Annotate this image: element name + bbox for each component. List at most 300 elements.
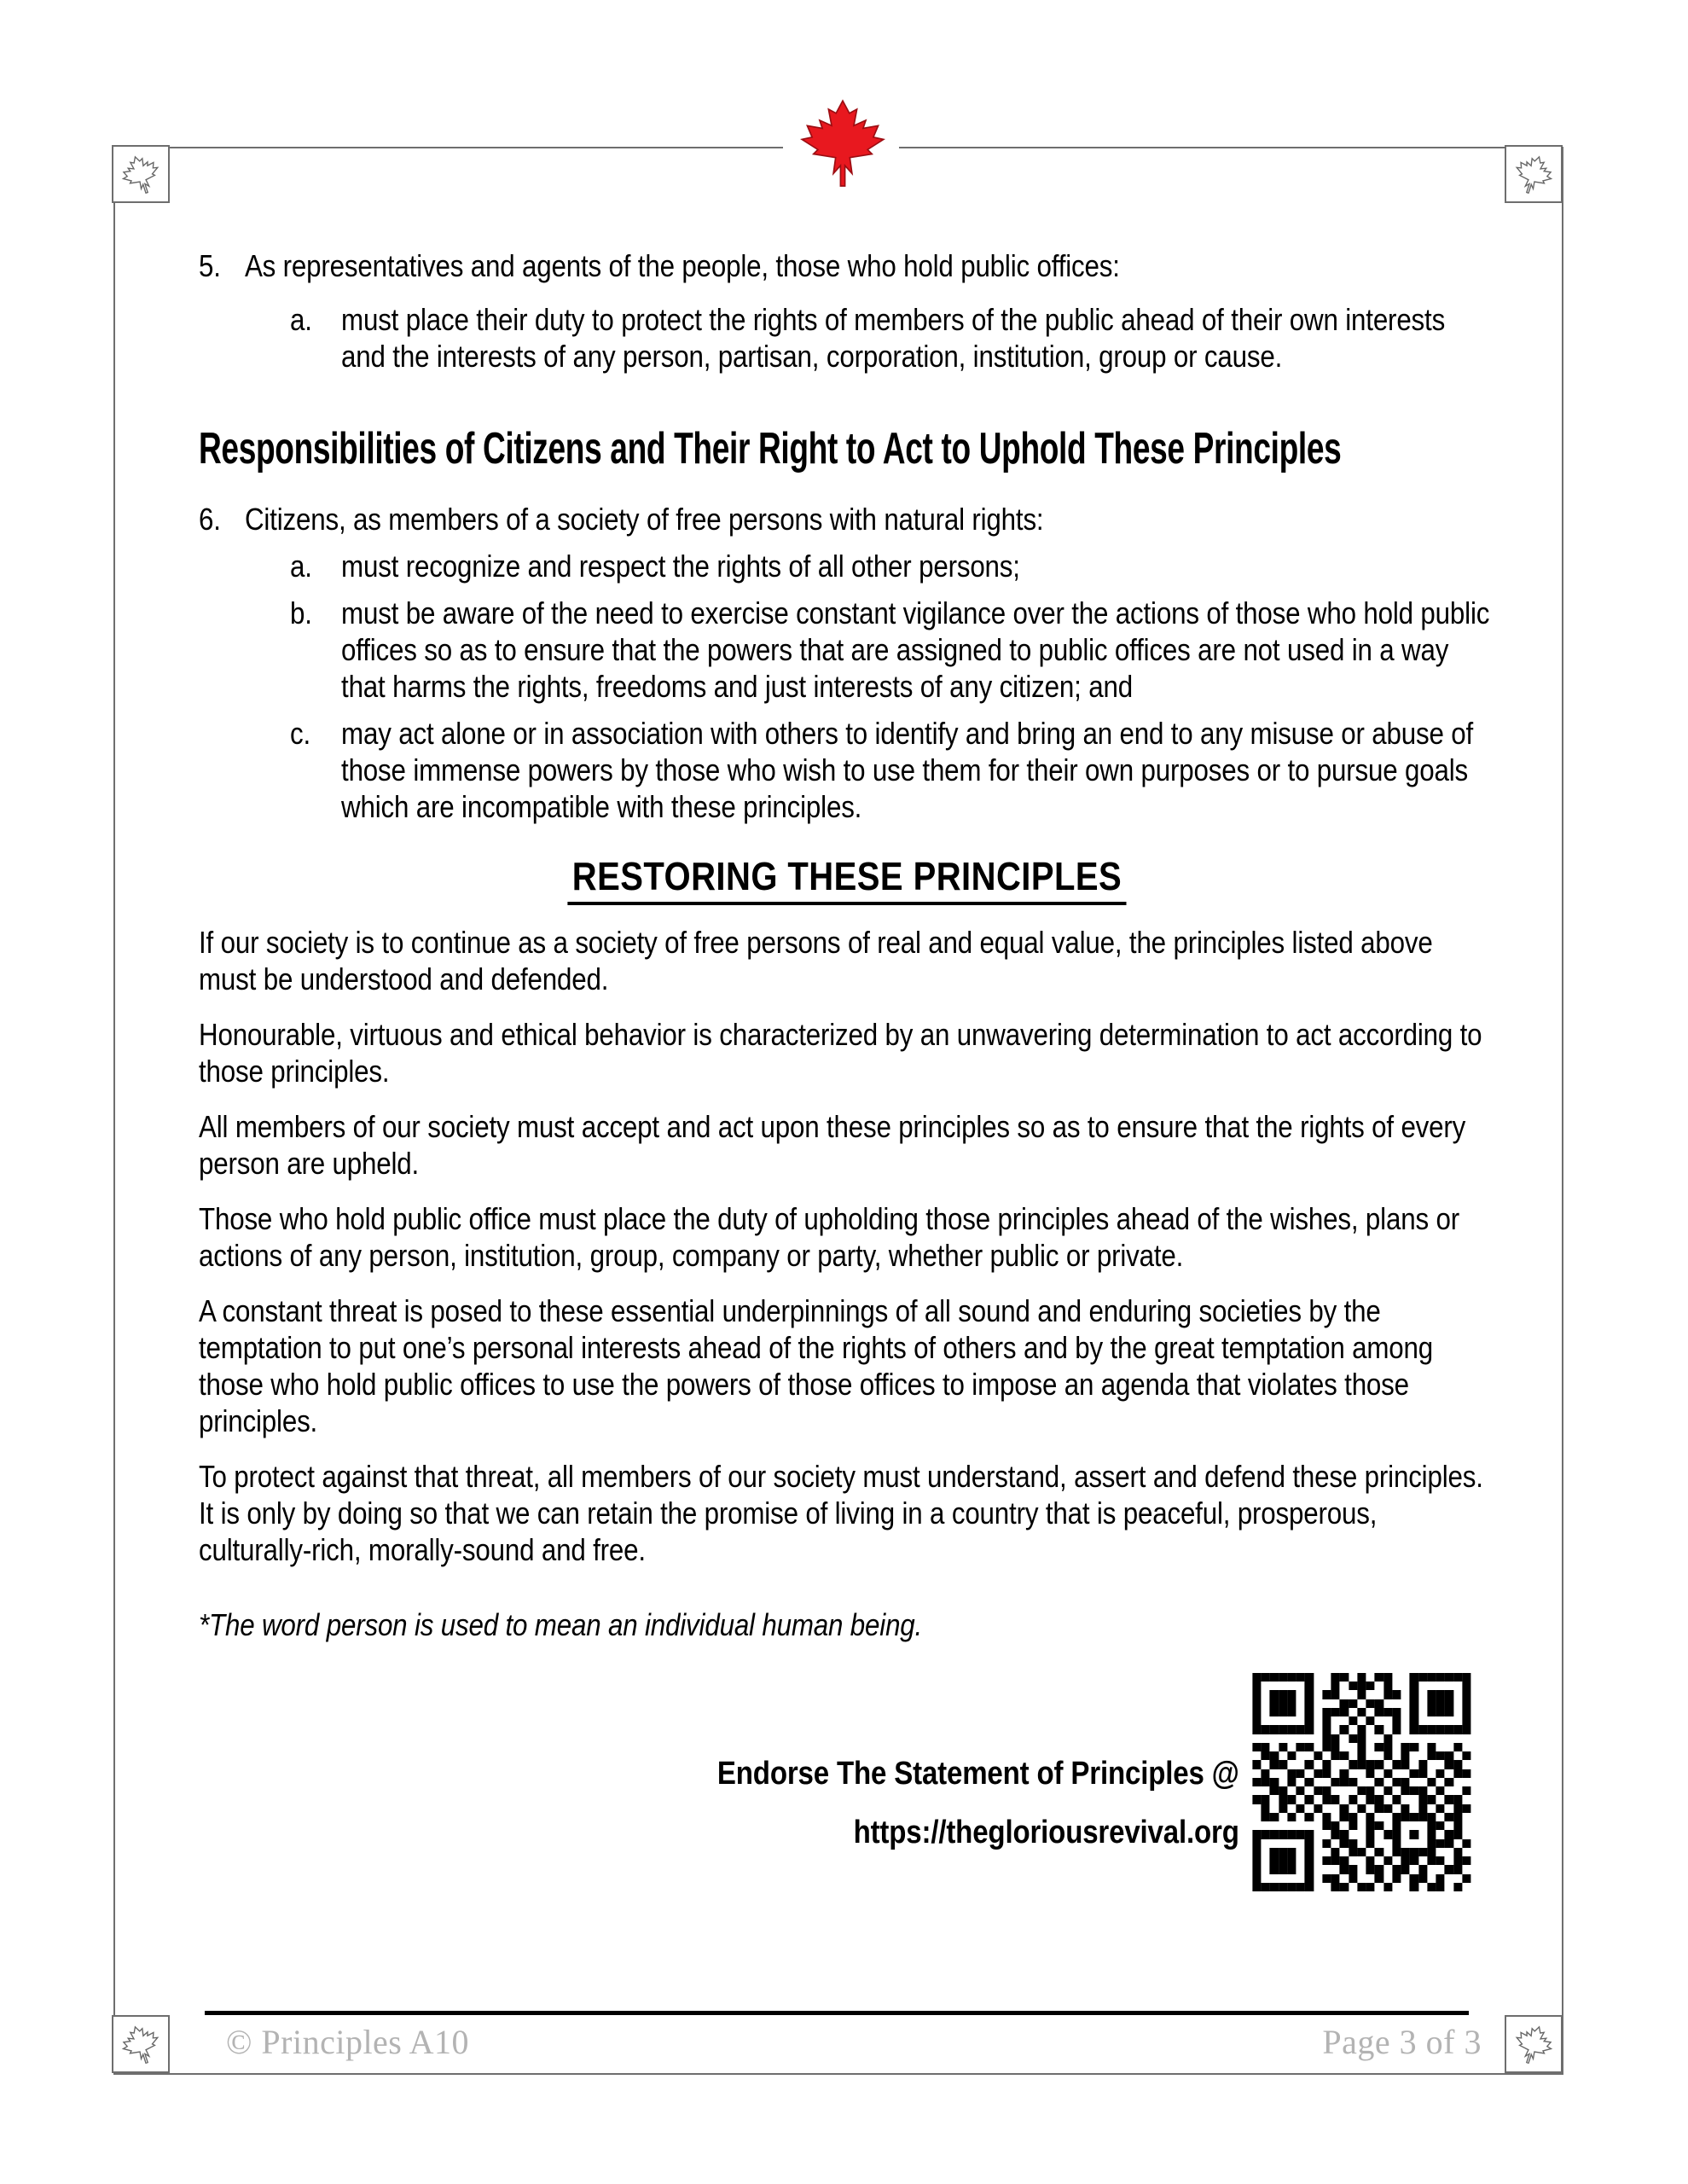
qr-module [1287, 1769, 1296, 1778]
footer-rule [205, 2011, 1469, 2015]
qr-module [1305, 1690, 1314, 1699]
qr-module [1401, 1795, 1409, 1804]
corner-ornament-top-right [1505, 145, 1563, 203]
qr-module [1340, 1883, 1349, 1891]
qr-module [1366, 1716, 1375, 1725]
qr-module [1340, 1830, 1349, 1838]
qr-module [1410, 1760, 1418, 1769]
qr-module [1375, 1830, 1383, 1838]
qr-module [1296, 1874, 1305, 1883]
qr-module [1418, 1830, 1427, 1838]
qr-module [1401, 1682, 1409, 1690]
qr-module [1296, 1708, 1305, 1716]
qr-module [1383, 1725, 1392, 1734]
qr-module [1349, 1690, 1357, 1699]
qr-module [1427, 1699, 1436, 1708]
outline-maple-leaf-icon [1509, 148, 1559, 200]
qr-module [1453, 1883, 1462, 1891]
qr-module [1296, 1839, 1305, 1848]
qr-module [1262, 1856, 1270, 1865]
qr-module [1366, 1673, 1375, 1682]
qr-module [1410, 1716, 1418, 1725]
qr-module [1375, 1743, 1383, 1751]
qr-module [1453, 1725, 1462, 1734]
qr-module [1375, 1734, 1383, 1743]
corner-ornament-top-left [112, 145, 170, 203]
qr-module [1392, 1813, 1401, 1821]
qr-module [1331, 1848, 1340, 1856]
qr-module [1453, 1769, 1462, 1778]
qr-module [1410, 1848, 1418, 1856]
qr-module [1436, 1690, 1444, 1699]
qr-module [1436, 1839, 1444, 1848]
corner-ornament-bottom-right [1505, 2015, 1563, 2073]
qr-module [1383, 1769, 1392, 1778]
qr-module [1383, 1673, 1392, 1682]
qr-module [1401, 1778, 1409, 1786]
qr-module [1349, 1883, 1357, 1891]
qr-module [1349, 1786, 1357, 1795]
qr-module [1375, 1778, 1383, 1786]
qr-module [1445, 1751, 1453, 1760]
qr-module [1340, 1708, 1349, 1716]
qr-module [1375, 1821, 1383, 1830]
qr-module [1305, 1856, 1314, 1865]
qr-module [1279, 1883, 1287, 1891]
qr-module [1375, 1865, 1383, 1873]
qr-module [1305, 1813, 1314, 1821]
qr-module [1445, 1673, 1453, 1682]
list-item-text: Citizens, as members of a society of free persons with natural rights: [244, 502, 1044, 537]
qr-module [1383, 1883, 1392, 1891]
qr-module [1383, 1795, 1392, 1804]
qr-module [1453, 1821, 1462, 1830]
qr-module [1453, 1699, 1462, 1708]
qr-module [1427, 1682, 1436, 1690]
qr-module [1314, 1682, 1322, 1690]
qr-module [1279, 1673, 1287, 1682]
qr-module [1340, 1813, 1349, 1821]
qr-module [1279, 1769, 1287, 1778]
qr-module [1383, 1734, 1392, 1743]
qr-module [1410, 1743, 1418, 1751]
list-item-5-subs [199, 301, 1495, 375]
qr-module [1401, 1865, 1409, 1873]
qr-module [1366, 1874, 1375, 1883]
qr-module [1305, 1699, 1314, 1708]
qr-module [1410, 1725, 1418, 1734]
qr-module [1445, 1734, 1453, 1743]
qr-module [1392, 1830, 1401, 1838]
qr-module [1252, 1673, 1261, 1682]
qr-module [1436, 1725, 1444, 1734]
qr-module [1349, 1751, 1357, 1760]
list-number: 5. [199, 248, 221, 283]
qr-module [1436, 1673, 1444, 1682]
qr-module [1445, 1778, 1453, 1786]
qr-module [1252, 1883, 1261, 1891]
qr-module [1453, 1848, 1462, 1856]
qr-module [1383, 1804, 1392, 1813]
qr-module [1349, 1856, 1357, 1865]
qr-module [1296, 1743, 1305, 1751]
qr-module [1314, 1795, 1322, 1804]
qr-module [1270, 1716, 1279, 1725]
qr-module [1305, 1821, 1314, 1830]
body-paragraphs [199, 924, 1495, 1568]
qr-module [1410, 1883, 1418, 1891]
qr-module [1392, 1708, 1401, 1716]
qr-module [1453, 1760, 1462, 1769]
qr-module [1287, 1786, 1296, 1795]
endorse-text [717, 1755, 1239, 1852]
qr-module [1287, 1856, 1296, 1865]
restoring-heading: RESTORING THESE PRINCIPLES [568, 855, 1127, 905]
qr-module [1366, 1708, 1375, 1716]
qr-module [1305, 1830, 1314, 1838]
qr-module [1436, 1821, 1444, 1830]
qr-module [1322, 1769, 1331, 1778]
qr-module [1331, 1708, 1340, 1716]
qr-module [1383, 1813, 1392, 1821]
qr-module [1401, 1690, 1409, 1699]
qr-module [1445, 1813, 1453, 1821]
qr-module [1436, 1883, 1444, 1891]
qr-module [1340, 1743, 1349, 1751]
qr-module [1392, 1778, 1401, 1786]
qr-module [1366, 1760, 1375, 1769]
qr-module [1252, 1690, 1261, 1699]
qr-module [1357, 1856, 1366, 1865]
qr-module [1331, 1874, 1340, 1883]
qr-module [1401, 1813, 1409, 1821]
qr-module [1322, 1821, 1331, 1830]
list-item-6 [199, 501, 1495, 537]
qr-module [1296, 1830, 1305, 1838]
qr-module [1252, 1804, 1261, 1813]
qr-module [1349, 1743, 1357, 1751]
qr-module [1401, 1769, 1409, 1778]
qr-module [1462, 1716, 1470, 1725]
qr-module [1453, 1673, 1462, 1682]
qr-module [1287, 1708, 1296, 1716]
qr-module [1375, 1804, 1383, 1813]
qr-module [1375, 1874, 1383, 1883]
qr-module [1279, 1743, 1287, 1751]
qr-module [1445, 1708, 1453, 1716]
qr-module [1296, 1690, 1305, 1699]
qr-module [1436, 1716, 1444, 1725]
qr-module [1462, 1690, 1470, 1699]
qr-module [1270, 1883, 1279, 1891]
qr-module [1427, 1690, 1436, 1699]
qr-module [1375, 1725, 1383, 1734]
qr-module [1453, 1682, 1462, 1690]
qr-module [1366, 1804, 1375, 1813]
qr-module [1436, 1804, 1444, 1813]
qr-module [1383, 1690, 1392, 1699]
qr-module [1392, 1795, 1401, 1804]
qr-module [1331, 1795, 1340, 1804]
qr-module [1392, 1856, 1401, 1865]
qr-module [1349, 1874, 1357, 1883]
qr-module [1314, 1699, 1322, 1708]
qr-module [1436, 1778, 1444, 1786]
qr-module [1445, 1760, 1453, 1769]
paragraph: All members of our society must accept and act upon these principles so as to ensure that the rights of every person are upheld. [199, 1109, 1466, 1181]
qr-module [1340, 1795, 1349, 1804]
qr-module [1462, 1839, 1470, 1848]
qr-module [1287, 1874, 1296, 1883]
qr-module [1401, 1804, 1409, 1813]
qr-module [1375, 1690, 1383, 1699]
qr-module [1462, 1821, 1470, 1830]
qr-module [1462, 1786, 1470, 1795]
qr-module [1392, 1839, 1401, 1848]
qr-module [1410, 1804, 1418, 1813]
qr-module [1453, 1865, 1462, 1873]
qr-module [1314, 1848, 1322, 1856]
qr-module [1296, 1856, 1305, 1865]
qr-module [1375, 1883, 1383, 1891]
qr-module [1445, 1725, 1453, 1734]
qr-module [1427, 1804, 1436, 1813]
qr-module [1392, 1760, 1401, 1769]
qr-module [1401, 1760, 1409, 1769]
qr-module [1462, 1699, 1470, 1708]
qr-module [1349, 1778, 1357, 1786]
qr-module [1383, 1743, 1392, 1751]
endorse-url[interactable]: https://thegloriousrevival.org [853, 1815, 1239, 1850]
qr-module [1279, 1830, 1287, 1838]
qr-module [1305, 1716, 1314, 1725]
restoring-heading-wrap [199, 855, 1495, 905]
qr-module [1252, 1716, 1261, 1725]
qr-module [1418, 1874, 1427, 1883]
qr-module [1252, 1743, 1261, 1751]
qr-module [1331, 1769, 1340, 1778]
qr-module [1445, 1830, 1453, 1838]
qr-module [1279, 1751, 1287, 1760]
qr-module [1462, 1813, 1470, 1821]
qr-module [1445, 1821, 1453, 1830]
qr-module [1296, 1821, 1305, 1830]
qr-module [1296, 1682, 1305, 1690]
qr-module [1410, 1673, 1418, 1682]
qr-module [1410, 1682, 1418, 1690]
qr-module [1262, 1725, 1270, 1734]
qr-module [1445, 1690, 1453, 1699]
qr-module [1314, 1760, 1322, 1769]
qr-module [1418, 1699, 1427, 1708]
qr-module [1401, 1874, 1409, 1883]
list-sub-text: must recognize and respect the rights of all other persons; [341, 549, 1020, 584]
qr-module [1392, 1673, 1401, 1682]
qr-module [1296, 1813, 1305, 1821]
list-sub-item [290, 595, 1495, 705]
list-sub-letter: a. [290, 549, 312, 584]
qr-module [1427, 1795, 1436, 1804]
qr-module [1262, 1839, 1270, 1848]
qr-module [1296, 1795, 1305, 1804]
qr-module [1418, 1751, 1427, 1760]
qr-module [1287, 1751, 1296, 1760]
qr-module [1252, 1708, 1261, 1716]
qr-module [1252, 1778, 1261, 1786]
list-sub-letter: c. [290, 716, 311, 751]
qr-module [1262, 1673, 1270, 1682]
qr-module [1287, 1839, 1296, 1848]
qr-module [1296, 1734, 1305, 1743]
qr-module [1357, 1751, 1366, 1760]
qr-module [1401, 1708, 1409, 1716]
qr-module [1375, 1839, 1383, 1848]
list-sub-letter: b. [290, 595, 312, 630]
qr-module [1445, 1839, 1453, 1848]
qr-module [1287, 1821, 1296, 1830]
qr-module [1252, 1751, 1261, 1760]
qr-module [1383, 1760, 1392, 1769]
qr-module [1270, 1699, 1279, 1708]
qr-module [1383, 1856, 1392, 1865]
qr-module [1410, 1708, 1418, 1716]
paragraph: A constant threat is posed to these essential underpinnings of all sound and enduring societies by the temptation to put one’s personal interests ahead of the rights of others and by the great temptation among those who hold public offices to use the powers of those offices to impose an agenda that violates those principles. [199, 1293, 1434, 1438]
qr-module [1349, 1813, 1357, 1821]
qr-module [1340, 1699, 1349, 1708]
qr-module [1366, 1813, 1375, 1821]
qr-module [1270, 1708, 1279, 1716]
qr-module [1270, 1734, 1279, 1743]
qr-module [1296, 1804, 1305, 1813]
qr-module [1445, 1786, 1453, 1795]
qr-module [1252, 1734, 1261, 1743]
qr-module [1279, 1848, 1287, 1856]
qr-module [1445, 1856, 1453, 1865]
qr-module [1340, 1760, 1349, 1769]
qr-module [1322, 1856, 1331, 1865]
outline-maple-leaf-icon [116, 2018, 166, 2070]
qr-module [1401, 1786, 1409, 1795]
outline-maple-leaf-icon [1509, 2018, 1559, 2070]
qr-module [1270, 1795, 1279, 1804]
qr-module [1349, 1673, 1357, 1682]
qr-module [1322, 1725, 1331, 1734]
qr-module [1401, 1751, 1409, 1760]
qr-module [1357, 1813, 1366, 1821]
qr-module [1296, 1673, 1305, 1682]
qr-module [1262, 1716, 1270, 1725]
qr-module [1383, 1708, 1392, 1716]
qr-module [1453, 1830, 1462, 1838]
qr-module [1305, 1874, 1314, 1883]
qr-module [1340, 1778, 1349, 1786]
qr-module [1383, 1716, 1392, 1725]
qr-module [1349, 1830, 1357, 1838]
qr-module [1340, 1839, 1349, 1848]
qr-module [1366, 1856, 1375, 1865]
qr-module [1322, 1830, 1331, 1838]
qr-module [1392, 1883, 1401, 1891]
qr-module [1375, 1786, 1383, 1795]
qr-module [1349, 1760, 1357, 1769]
qr-module [1322, 1699, 1331, 1708]
corner-ornament-bottom-left [112, 2015, 170, 2073]
qr-module [1418, 1795, 1427, 1804]
qr-module [1453, 1839, 1462, 1848]
qr-module [1252, 1830, 1261, 1838]
qr-module [1401, 1725, 1409, 1734]
qr-module [1392, 1734, 1401, 1743]
qr-module [1287, 1865, 1296, 1873]
qr-module [1401, 1848, 1409, 1856]
qr-module [1252, 1839, 1261, 1848]
qr-module [1340, 1821, 1349, 1830]
qr-module [1418, 1708, 1427, 1716]
qr-module [1418, 1725, 1427, 1734]
qr-module [1357, 1839, 1366, 1848]
qr-module [1462, 1865, 1470, 1873]
qr-module [1445, 1699, 1453, 1708]
qr-module [1314, 1865, 1322, 1873]
qr-module [1262, 1874, 1270, 1883]
qr-module [1279, 1813, 1287, 1821]
qr-module [1436, 1682, 1444, 1690]
qr-module [1322, 1804, 1331, 1813]
qr-module [1436, 1830, 1444, 1838]
qr-module [1331, 1690, 1340, 1699]
qr-module [1349, 1699, 1357, 1708]
qr-module [1296, 1848, 1305, 1856]
qr-module [1331, 1725, 1340, 1734]
qr-module [1375, 1856, 1383, 1865]
qr-module [1410, 1699, 1418, 1708]
qr-module [1392, 1751, 1401, 1760]
qr-module [1401, 1883, 1409, 1891]
document-body [199, 230, 1495, 1896]
qr-module [1305, 1743, 1314, 1751]
qr-module [1366, 1778, 1375, 1786]
qr-module [1392, 1769, 1401, 1778]
qr-module [1357, 1830, 1366, 1838]
qr-module [1279, 1795, 1287, 1804]
list-number: 6. [199, 502, 221, 537]
qr-module [1392, 1725, 1401, 1734]
qr-module [1287, 1778, 1296, 1786]
qr-module [1410, 1830, 1418, 1838]
qr-module [1296, 1716, 1305, 1725]
qr-module [1418, 1769, 1427, 1778]
qr-module [1366, 1743, 1375, 1751]
qr-module [1436, 1813, 1444, 1821]
qr-module [1349, 1725, 1357, 1734]
qr-module [1331, 1883, 1340, 1891]
qr-module [1418, 1786, 1427, 1795]
qr-module [1383, 1751, 1392, 1760]
list-sub-item [290, 548, 1495, 584]
qr-module [1349, 1708, 1357, 1716]
qr-module [1375, 1751, 1383, 1760]
qr-module [1279, 1821, 1287, 1830]
qr-module [1383, 1778, 1392, 1786]
qr-module [1349, 1821, 1357, 1830]
qr-module [1314, 1690, 1322, 1699]
qr-module [1436, 1760, 1444, 1769]
qr-module [1287, 1682, 1296, 1690]
qr-module [1410, 1865, 1418, 1873]
qr-module [1357, 1778, 1366, 1786]
qr-module [1252, 1682, 1261, 1690]
qr-module [1383, 1839, 1392, 1848]
